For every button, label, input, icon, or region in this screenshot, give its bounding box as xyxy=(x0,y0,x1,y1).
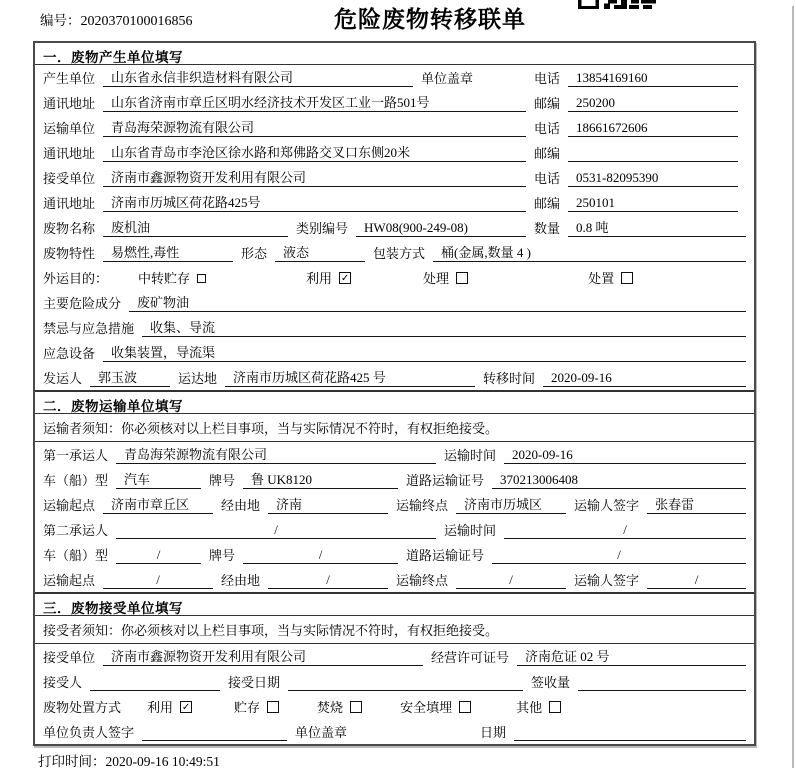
form-row xyxy=(35,442,754,467)
section-title: 三．废物接受单位填写 xyxy=(35,594,754,616)
field-value xyxy=(90,672,220,691)
form-row xyxy=(35,365,754,390)
form-row xyxy=(35,140,754,165)
field-value: 0.8 吨 xyxy=(568,218,746,237)
checkbox-label: 中转贮存 xyxy=(138,271,191,286)
field-label: 接受人 xyxy=(43,675,83,690)
checkbox-unchecked xyxy=(400,697,471,716)
form-row xyxy=(35,644,754,669)
form-row xyxy=(35,567,754,592)
field-label: 接受单位 xyxy=(43,650,96,665)
form-row xyxy=(35,694,754,719)
field-label: 电话 xyxy=(533,171,560,186)
field-label: 第二承运人 xyxy=(43,523,109,538)
field-label: 接受单位 xyxy=(43,171,96,186)
checkbox-label: 其他 xyxy=(516,700,543,715)
field-value xyxy=(568,143,738,162)
field-label: 运输时间 xyxy=(444,448,497,463)
field-value: 液态 xyxy=(275,243,365,262)
field-value xyxy=(514,722,746,741)
checkbox-unchecked xyxy=(234,697,279,716)
checkbox-label: 焚烧 xyxy=(317,700,344,715)
form-row xyxy=(35,65,754,90)
form-row xyxy=(35,190,754,215)
field-value: 收集、导流 xyxy=(142,318,746,337)
doc-number xyxy=(40,9,193,30)
checkbox-checked xyxy=(147,697,192,716)
checkbox-unchecked xyxy=(423,268,468,287)
field-label: 通讯地址 xyxy=(43,196,96,211)
field-label: 道路运输证号 xyxy=(406,548,485,563)
print-time-label: 打印时间： xyxy=(38,754,106,769)
form-row xyxy=(35,340,754,365)
field-value: / xyxy=(103,570,213,589)
field-value: 济南市鑫源物资开发利用有限公司 xyxy=(103,647,423,666)
checkbox-box-icon xyxy=(459,701,471,713)
form-row xyxy=(35,719,754,744)
doc-number-label: 编号： xyxy=(40,13,81,28)
field-label: 单位盖章 xyxy=(295,725,348,740)
checkbox-box-icon xyxy=(456,272,468,284)
field-label: 车（船）型 xyxy=(43,473,109,488)
form-row xyxy=(35,240,754,265)
field-label: 车（船）型 xyxy=(43,548,109,563)
field-value: / xyxy=(268,570,388,589)
checkbox-unchecked xyxy=(317,697,362,716)
field-value: 山东省济南市章丘区明水经济技术开发区工业一路501号 xyxy=(103,93,526,112)
form-row xyxy=(35,215,754,240)
checkbox-checked xyxy=(306,268,351,287)
checkbox-unchecked xyxy=(516,697,561,716)
field-value: / xyxy=(456,570,566,589)
form-row xyxy=(35,492,754,517)
field-label: 牌号 xyxy=(209,548,236,563)
field-label: 签收量 xyxy=(531,675,571,690)
field-value: 青岛海荣源物流有限公司 xyxy=(103,118,526,137)
field-value: 张春雷 xyxy=(647,495,746,514)
field-label: 单位盖章 xyxy=(421,71,474,86)
field-value: 郭玉波 xyxy=(90,368,170,387)
field-value: 青岛海荣源物流有限公司 xyxy=(116,445,436,464)
field-label: 运输者须知：你必须核对以上栏目事项，当与实际情况不符时，有权拒绝接受。 xyxy=(43,421,499,436)
field-label: 发运人 xyxy=(43,371,83,386)
checkbox-box-icon xyxy=(621,272,633,284)
field-label: 产生单位 xyxy=(43,71,96,86)
checkbox-box-icon xyxy=(267,701,279,713)
field-value: 济南 xyxy=(268,495,388,514)
form-row xyxy=(35,90,754,115)
section-2 xyxy=(35,390,754,592)
checkbox-box-icon: ✓ xyxy=(181,701,191,713)
field-label: 邮编 xyxy=(533,96,560,111)
field-value: 18661672606 xyxy=(568,118,738,137)
field-value: 0531-82095390 xyxy=(568,168,738,187)
field-label: 经营许可证号 xyxy=(431,650,510,665)
field-label: 运输起点 xyxy=(43,573,96,588)
field-label: 外运目的： xyxy=(43,271,109,286)
field-label: 转移时间 xyxy=(483,371,536,386)
field-label: 运输单位 xyxy=(43,121,96,136)
field-label: 应急设备 xyxy=(43,346,96,361)
field-value: / xyxy=(116,520,436,539)
field-value: 收集装置，导流渠 xyxy=(103,343,746,362)
doc-number-value: 2020370100016856 xyxy=(80,14,193,29)
field-label: 运输起点 xyxy=(43,498,96,513)
field-value: / xyxy=(243,545,398,564)
field-value: 2020-09-16 xyxy=(543,368,746,387)
field-value xyxy=(288,672,523,691)
field-value: 2020-09-16 xyxy=(504,445,746,464)
checkbox-box-icon xyxy=(197,274,206,283)
field-label: 运输人签字 xyxy=(574,498,640,513)
form-row xyxy=(35,467,754,492)
field-value: 济南市鑫源物资开发利用有限公司 xyxy=(103,168,526,187)
notice-row xyxy=(35,414,754,442)
field-label: 电话 xyxy=(533,71,560,86)
field-label: 禁忌与应急措施 xyxy=(43,321,135,336)
manifest-form-table xyxy=(33,41,756,746)
field-value: 桶(金属,数量 4 ) xyxy=(433,243,746,262)
form-row xyxy=(35,290,754,315)
checkbox-label: 利用 xyxy=(306,271,333,286)
field-value: HW08(900-249-08) xyxy=(356,218,526,237)
field-label: 数量 xyxy=(534,221,561,236)
field-value xyxy=(142,722,287,741)
field-value: 济南市历城区 xyxy=(456,495,566,514)
field-label: 废物名称 xyxy=(43,221,96,236)
checkbox-unchecked xyxy=(138,268,206,287)
field-value: / xyxy=(116,545,201,564)
section-3 xyxy=(35,592,754,744)
field-value: 济南市历城区荷花路425号 xyxy=(103,193,526,212)
checkbox-label: 处置 xyxy=(588,271,615,286)
field-label: 电话 xyxy=(533,121,560,136)
field-label: 运达地 xyxy=(178,371,218,386)
field-label: 接受者须知：你必须核对以上栏目事项，当与实际情况不符时，有权拒绝接受。 xyxy=(43,623,499,638)
checkbox-label: 贮存 xyxy=(234,700,261,715)
field-value: 济南危证 02 号 xyxy=(517,647,746,666)
field-value: 370213006408 xyxy=(492,470,746,489)
print-time xyxy=(38,750,220,770)
field-value: 13854169160 xyxy=(568,68,738,87)
field-value: 废机油 xyxy=(103,218,288,237)
field-label: 牌号 xyxy=(209,473,236,488)
field-value: 250200 xyxy=(568,93,738,112)
field-label: 接受日期 xyxy=(228,675,281,690)
field-value xyxy=(578,672,746,691)
field-value: 济南市历城区荷花路425 号 xyxy=(225,368,475,387)
field-label: 经由地 xyxy=(221,498,261,513)
field-value: 汽车 xyxy=(116,470,201,489)
field-label: 日期 xyxy=(480,725,507,740)
field-label: 运输终点 xyxy=(396,573,449,588)
form-row xyxy=(35,315,754,340)
field-label: 废物特性 xyxy=(43,246,96,261)
field-label: 单位负责人签字 xyxy=(43,725,135,740)
checkbox-box-icon: ✓ xyxy=(340,272,350,284)
field-value: 济南市章丘区 xyxy=(103,495,213,514)
field-label: 经由地 xyxy=(221,573,261,588)
field-value: / xyxy=(492,545,746,564)
field-value: 易燃性,毒性 xyxy=(103,243,233,262)
field-label: 包装方式 xyxy=(373,246,426,261)
field-value: 山东省青岛市李沧区徐水路和郑佛路交叉口东侧20米 xyxy=(103,143,526,162)
field-label: 运输终点 xyxy=(396,498,449,513)
checkbox-label: 处理 xyxy=(423,271,450,286)
field-value: 山东省永信非织造材料有限公司 xyxy=(103,68,413,87)
checkbox-label: 安全填埋 xyxy=(400,700,453,715)
form-row xyxy=(35,165,754,190)
checkbox-box-icon xyxy=(350,701,362,713)
field-label: 运输人签字 xyxy=(574,573,640,588)
form-row xyxy=(35,115,754,140)
qr-code-fragment-icon xyxy=(578,0,656,9)
field-label: 道路运输证号 xyxy=(406,473,485,488)
field-label: 通讯地址 xyxy=(43,96,96,111)
form-row xyxy=(35,517,754,542)
field-label: 邮编 xyxy=(533,196,560,211)
field-value: / xyxy=(647,570,746,589)
field-label: 通讯地址 xyxy=(43,146,96,161)
field-label: 形态 xyxy=(241,246,268,261)
checkbox-unchecked xyxy=(588,268,633,287)
page-edge-divider xyxy=(792,6,794,768)
field-label: 邮编 xyxy=(533,146,560,161)
field-label: 类别编号 xyxy=(296,221,349,236)
field-label: 废物处置方式 xyxy=(43,700,122,715)
page-title: 危险废物转移联单 xyxy=(334,7,526,32)
notice-row xyxy=(35,616,754,644)
field-label: 第一承运人 xyxy=(43,448,109,463)
checkbox-label: 利用 xyxy=(147,700,174,715)
field-label: 主要危险成分 xyxy=(43,296,122,311)
section-title: 二．废物运输单位填写 xyxy=(35,392,754,414)
field-label: 运输时间 xyxy=(444,523,497,538)
section-1 xyxy=(35,43,754,390)
form-row xyxy=(35,265,754,290)
field-value: / xyxy=(504,520,746,539)
form-row xyxy=(35,669,754,694)
field-value: 鲁 UK8120 xyxy=(243,470,398,489)
form-row xyxy=(35,542,754,567)
field-value: 250101 xyxy=(568,193,738,212)
field-value: 废矿物油 xyxy=(129,293,746,312)
print-time-value: 2020-09-16 10:49:51 xyxy=(105,754,220,769)
checkbox-box-icon xyxy=(549,701,561,713)
section-title: 一．废物产生单位填写 xyxy=(35,43,754,65)
